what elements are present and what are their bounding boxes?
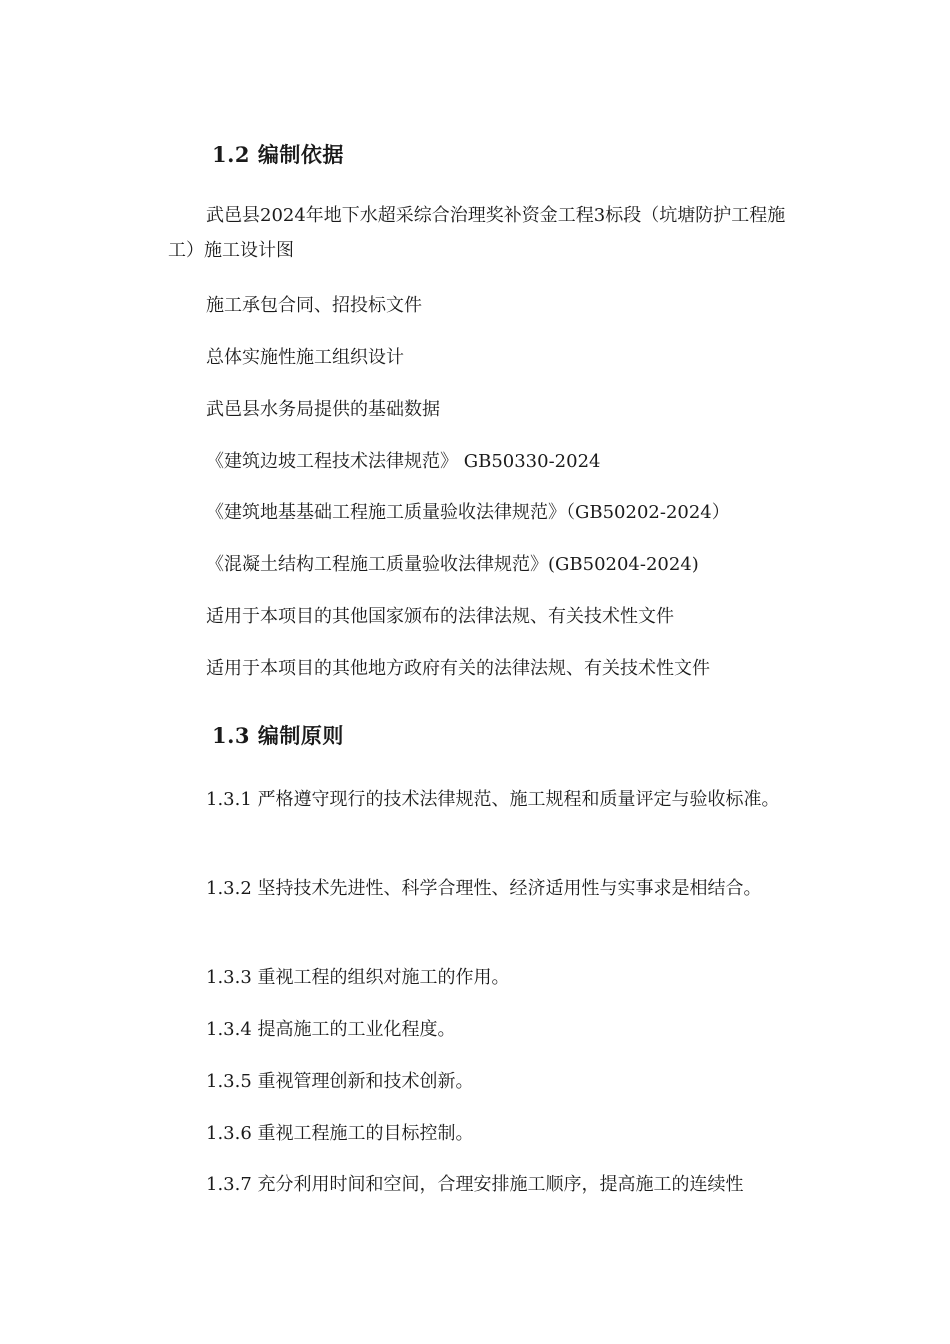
basis-item-local-laws: 适用于本项目的其他地方政府有关的法律法规、有关技术性文件 xyxy=(206,658,710,679)
basis-item-foundation-code: 《建筑地基基础工程施工质量验收法律规范》（GB50202-2024） xyxy=(206,502,730,523)
principle-item-1-3-4: 1.3.4 提高施工的工业化程度。 xyxy=(206,1019,456,1040)
principle-item-1-3-3: 1.3.3 重视工程的组织对施工的作用。 xyxy=(206,967,510,988)
principle-item-1-3-1: 1.3.1 严格遵守现行的技术法律规范、施工规程和质量评定与验收标准。 xyxy=(206,789,780,810)
basis-item-slope-code: 《建筑边坡工程技术法律规范》 GB50330-2024 xyxy=(206,451,601,472)
section-heading-1-2: 1.2 编制依据 xyxy=(212,142,344,167)
basis-item-overall-design: 总体实施性施工组织设计 xyxy=(206,347,404,368)
basis-item-national-laws: 适用于本项目的其他国家颁布的法律法规、有关技术性文件 xyxy=(206,606,674,627)
principle-item-1-3-2: 1.3.2 坚持技术先进性、科学合理性、经济适用性与实事求是相结合。 xyxy=(206,878,762,899)
principle-item-1-3-6: 1.3.6 重视工程施工的目标控制。 xyxy=(206,1123,474,1144)
basis-item-concrete-code: 《混凝土结构工程施工质量验收法律规范》(GB50204-2024) xyxy=(206,554,699,575)
principle-item-1-3-5: 1.3.5 重视管理创新和技术创新。 xyxy=(206,1071,474,1092)
basis-item-design-drawings: 武邑县2024年地下水超采综合治理奖补资金工程3标段（坑塘防护工程施工）施工设计图 xyxy=(168,205,786,261)
basis-item-water-bureau-data: 武邑县水务局提供的基础数据 xyxy=(206,399,440,420)
section-heading-1-3: 1.3 编制原则 xyxy=(212,723,344,748)
basis-item-contract: 施工承包合同、招投标文件 xyxy=(206,295,422,316)
principle-item-1-3-7: 1.3.7 充分利用时间和空间，合理安排施工顺序，提高施工的连续性 xyxy=(206,1174,744,1195)
